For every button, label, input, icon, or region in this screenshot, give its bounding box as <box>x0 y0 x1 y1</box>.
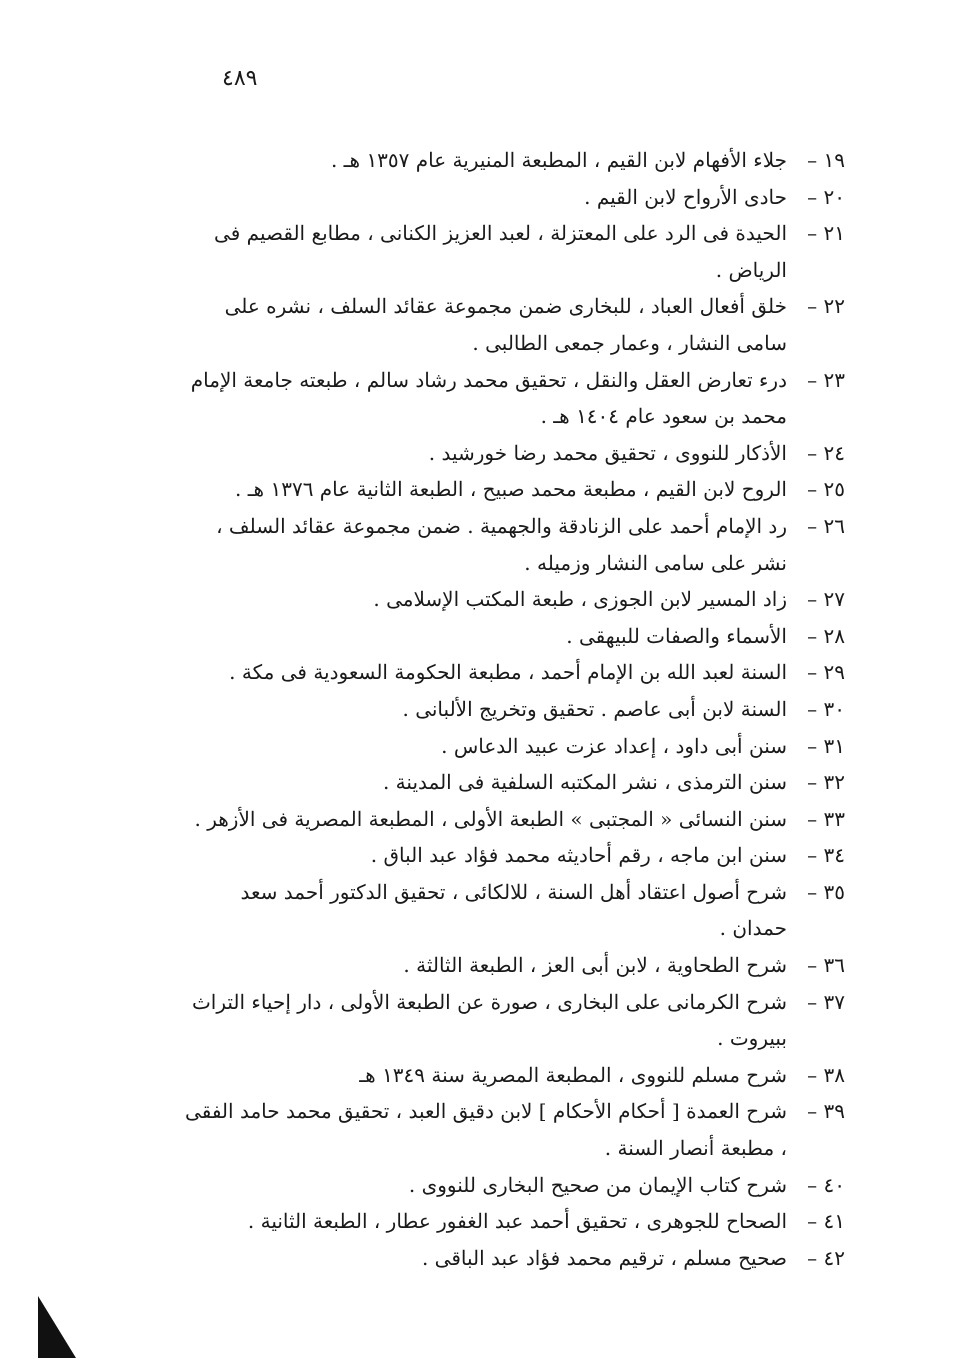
bibliography-list <box>185 142 845 1276</box>
bibliography-entry <box>185 618 845 655</box>
entry-number: ٤٠ – <box>807 1172 845 1197</box>
entry-text: جلاء الأفهام لابن القيم ، المطبعة المنيرية عام ١٣٥٧ هـ . <box>330 148 787 172</box>
bibliography-entry <box>185 179 845 216</box>
bibliography-entry <box>185 1057 845 1094</box>
bibliography-entry <box>185 362 845 435</box>
entry-number: ٣٣ – <box>807 806 845 831</box>
entry-number: ٣٦ – <box>807 953 845 978</box>
bibliography-entry <box>185 435 845 472</box>
entry-number: ٣١ – <box>807 733 845 758</box>
entry-number: ٣٨ – <box>807 1062 845 1087</box>
entry-text: شرح العمدة [ أحكام الأحكام ] لابن دقيق العبد ، تحقيق محمد حامد الفقى ، مطبعة أنصار السنة . <box>185 1099 787 1161</box>
bibliography-entry <box>185 874 845 947</box>
entry-number: ٢٦ – <box>807 513 845 538</box>
entry-number: ٣٠ – <box>807 696 845 721</box>
entry-text: سنن أبى داود ، إعداد عزت عبيد الدعاس . <box>441 733 787 758</box>
entry-text: رد الإمام أحمد على الزنادقة والجهمية . ضمن مجموعة عقائد السلف ، نشر على سامى النشار وزميله . <box>216 513 787 575</box>
entry-text: شرح الكرمانى على البخارى ، صورة عن الطبعة الأولى ، دار إحياء التراث ببيروت . <box>191 989 787 1051</box>
bibliography-entry <box>185 142 845 179</box>
bibliography-entry <box>185 764 845 801</box>
bibliography-entry <box>185 1167 845 1204</box>
entry-number: ٢٩ – <box>807 660 845 685</box>
entry-text: الأسماء والصفات للبيهقى . <box>566 623 787 648</box>
bibliography-entry <box>185 837 845 874</box>
bibliography-entry <box>185 728 845 765</box>
entry-number: ٣٧ – <box>807 989 845 1014</box>
entry-number: ٤١ – <box>807 1209 845 1234</box>
bibliography-entry <box>185 288 845 361</box>
entry-text: درء تعارض العقل والنقل ، تحقيق محمد رشاد سالم ، طبعته جامعة الإمام محمد بن سعود عام ١٤٠٤ هـ . <box>190 367 787 429</box>
entry-number: ٣٢ – <box>807 770 845 795</box>
entry-number: ٢٧ – <box>807 587 845 612</box>
entry-number: ٢٨ – <box>807 623 845 648</box>
bibliography-entry <box>185 471 845 508</box>
bibliography-entry <box>185 1203 845 1240</box>
entry-text: الحيدة فى الرد على المعتزلة ، لعبد العزيز الكنانى ، مطابع القصيم فى الرياض . <box>214 221 787 282</box>
bibliography-entry <box>185 215 845 288</box>
entry-text: شرح كتاب الإيمان من صحيح البخارى للنووى . <box>408 1172 787 1197</box>
page-number: ٤٨٩ <box>222 66 258 91</box>
entry-number: ٢٢ – <box>807 294 845 319</box>
entry-text: الأذكار للنووى ، تحقيق محمد رضا خورشيد . <box>428 440 787 465</box>
entry-text: سنن الترمذى ، نشر المكتبه السلفية فى المدينة . <box>382 770 787 795</box>
entry-text: شرح أصول اعتقاد أهل السنة ، للالكائى ، تحقيق الدكتور أحمد سعد حمدان . <box>240 879 787 941</box>
bibliography-entry <box>185 508 845 581</box>
entry-text: شرح الطحاوية ، لابن أبى العز ، الطبعة الثالثة . <box>403 953 787 978</box>
bibliography-entry <box>185 1240 845 1277</box>
bibliography-entry <box>185 947 845 984</box>
entry-number: ٣٥ – <box>807 879 845 904</box>
entry-text: الصحاح للجوهرى ، تحقيق أحمد عبد الغفور عطار ، الطبعة الثانية . <box>247 1209 787 1234</box>
entry-number: ٢٤ – <box>807 440 845 465</box>
corner-scan-mark <box>38 1296 76 1358</box>
bibliography-entry <box>185 691 845 728</box>
bibliography-entry <box>185 654 845 691</box>
bibliography-entry <box>185 1093 845 1166</box>
entry-number: ٢٥ – <box>807 477 845 502</box>
entry-number: ٤٢ – <box>807 1245 845 1270</box>
entry-text: خلق أفعال العباد ، للبخارى ضمن مجموعة عقائد السلف ، نشره على سامى النشار ، وعمار جمعى الطالبى . <box>224 294 787 355</box>
entry-text: الروح لابن القيم ، مطبعة محمد صبيح ، الطبعة الثانية عام ١٣٧٦ هـ . <box>234 477 787 502</box>
bibliography-entry <box>185 984 845 1057</box>
entry-text: حادى الأرواح لابن القيم . <box>584 184 787 209</box>
bibliography-entry <box>185 581 845 618</box>
entry-text: زاد المسير لابن الجوزى ، طبعة المكتب الإسلامى . <box>373 587 787 612</box>
entry-text: السنة لابن أبى عاصم . تحقيق وتخريج الألبانى . <box>402 696 787 721</box>
entry-text: سنن النسائى « المجتبى » الطبعة الأولى ، المطبعة المصرية فى الأزهر . <box>194 806 787 831</box>
entry-number: ٢٠ – <box>807 184 845 209</box>
bibliography-entry <box>185 801 845 838</box>
entry-text: شرح مسلم للنووى ، المطبعة المصرية سنة ١٣٤٩ هـ <box>359 1062 787 1087</box>
entry-text: صحيح مسلم ، ترقيم محمد فؤاد عبد الباقى . <box>421 1245 787 1270</box>
entry-number: ٢١ – <box>807 221 845 246</box>
entry-number: ٣٩ – <box>807 1099 845 1124</box>
entry-number: ٢٣ – <box>807 367 845 392</box>
entry-number: ١٩ – <box>807 148 845 172</box>
entry-number: ٣٤ – <box>807 843 845 868</box>
entry-text: سنن ابن ماجه ، رقم أحاديثه محمد فؤاد عبد الباق . <box>370 843 787 868</box>
entry-text: السنة لعبد الله بن الإمام أحمد ، مطبعة الحكومة السعودية فى مكة . <box>229 660 787 685</box>
